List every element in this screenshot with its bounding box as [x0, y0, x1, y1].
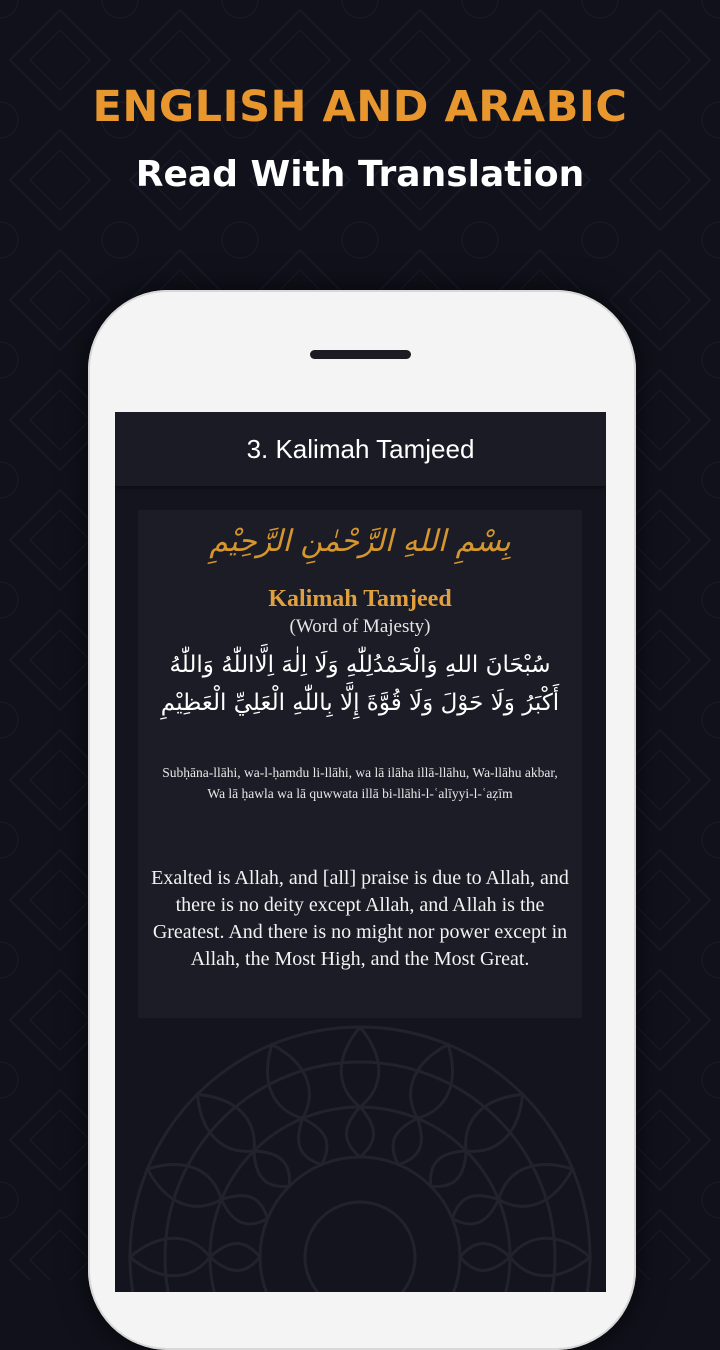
app-screen: [115, 412, 606, 1292]
promo-headline: ENGLISH AND ARABIC: [92, 82, 628, 132]
page-title: 3. Kalimah Tamjeed: [246, 434, 475, 464]
arabic-text: سُبْحَانَ اللهِ وَالْحَمْدُلِلّٰهِ وَلَا اِلٰهَ اِلَّااللّٰهُ وَاللّٰهُ أَكْبَرُ وَلَا حَوْلَ وَلَا قُوَّةَ إِلَّا بِاللّٰهِ الْعَلِيِّ الْعَظِيْمِ: [160, 652, 560, 716]
kalimah-card: [138, 510, 582, 1018]
bismillah-calligraphy: بِسْمِ اللهِ الرَّحْمٰنِ الرَّحِيْمِ: [209, 524, 511, 559]
promo-subheadline: Read With Translation: [135, 154, 585, 195]
kalimah-subtitle: (Word of Majesty): [289, 616, 431, 637]
transliteration-text: Subḥāna-llāhi, wa-l-ḥamdu li-llāhi, wa lā ilāha illā-llāhu, Wa-llāhu akbar, Wa lā ḥawla wa lā quwwata illā bi-llāhi-l-ʿalīyyi-l-ʿaẓīm: [162, 765, 558, 801]
phone-speaker: [310, 350, 411, 359]
mandala-ornament-icon: [115, 1012, 606, 1292]
kalimah-title: Kalimah Tamjeed: [268, 586, 452, 612]
translation-text: Exalted is Allah, and [all] praise is due to Allah, and there is no deity except Allah, and Allah is the Greatest. And there is no might nor power except in Allah, the Most High, and the Most Great.: [151, 867, 569, 970]
app-bar: [115, 412, 606, 486]
